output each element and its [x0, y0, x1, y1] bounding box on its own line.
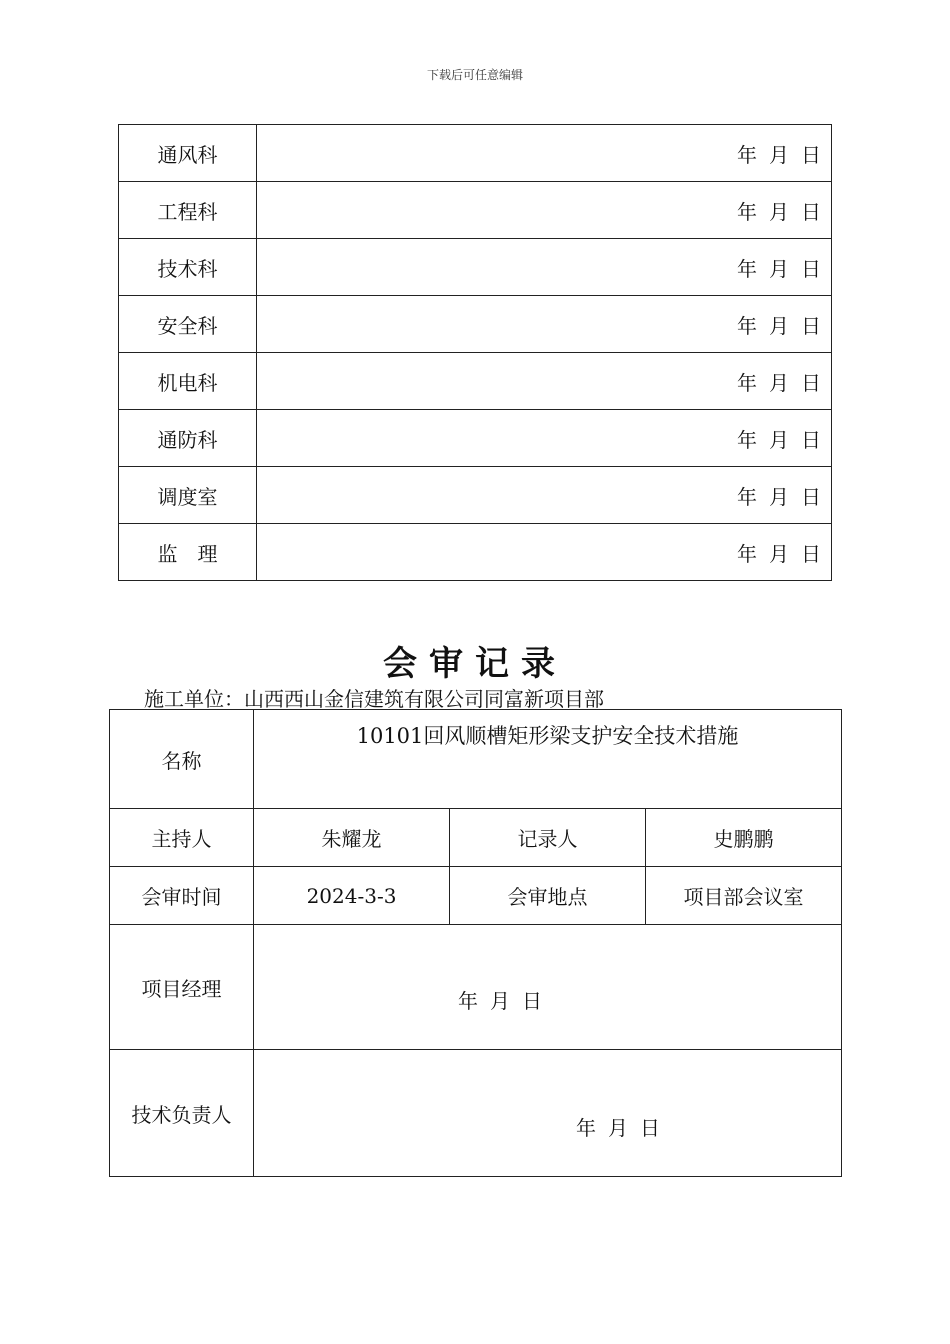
- year-mark: 年: [576, 1116, 596, 1140]
- department-name: 通风科: [119, 125, 257, 182]
- department-name: 通防科: [119, 410, 257, 467]
- name-row: [110, 710, 842, 809]
- sign-date-cell: [257, 410, 832, 467]
- month-mark: 月: [769, 370, 789, 395]
- year-mark: 年: [737, 142, 757, 167]
- day-mark: 日: [640, 1116, 660, 1140]
- month-mark: 月: [769, 541, 789, 566]
- construction-unit: 施工单位：山西西山金信建筑有限公司同富新项目部: [144, 687, 604, 711]
- name-label: 名称: [110, 710, 254, 809]
- recorder-label: 记录人: [450, 809, 646, 867]
- sign-date-cell: [257, 182, 832, 239]
- time-row: [110, 867, 842, 925]
- sign-date-cell: [257, 296, 832, 353]
- department-name: 技术科: [119, 239, 257, 296]
- header-note: 下载后可任意编辑: [426, 68, 523, 82]
- month-mark: 月: [769, 427, 789, 452]
- year-mark: 年: [737, 484, 757, 509]
- day-mark: 日: [801, 370, 821, 395]
- sign-date-cell: [257, 239, 832, 296]
- day-mark: 日: [801, 541, 821, 566]
- sign-row: [119, 296, 832, 353]
- sign-row: [119, 467, 832, 524]
- time-label: 会审时间: [110, 867, 254, 925]
- month-mark: 月: [769, 199, 789, 224]
- day-mark: 日: [801, 313, 821, 338]
- year-mark: 年: [737, 427, 757, 452]
- year-mark: 年: [458, 989, 478, 1013]
- day-mark: 日: [801, 142, 821, 167]
- month-mark: 月: [769, 313, 789, 338]
- sign-row: [119, 125, 832, 182]
- host-row: [110, 809, 842, 867]
- month-mark: 月: [608, 1116, 628, 1140]
- sign-row: [119, 524, 832, 581]
- pm-label: 项目经理: [110, 925, 254, 1050]
- host-label: 主持人: [110, 809, 254, 867]
- page-title: 会审记录: [383, 644, 567, 684]
- year-mark: 年: [737, 313, 757, 338]
- pm-date: [458, 985, 542, 1014]
- place-label: 会审地点: [450, 867, 646, 925]
- time-value: 2024-3-3: [254, 867, 450, 925]
- sign-row: [119, 182, 832, 239]
- month-mark: 月: [769, 484, 789, 509]
- name-value: 10101回风顺槽矩形梁支护安全技术措施: [254, 710, 842, 809]
- year-mark: 年: [737, 370, 757, 395]
- day-mark: 日: [522, 989, 542, 1013]
- day-mark: 日: [801, 484, 821, 509]
- recorder-value: 史鹏鹏: [646, 809, 842, 867]
- review-record-table: [109, 709, 842, 1177]
- year-mark: 年: [737, 256, 757, 281]
- tech-label: 技术负责人: [110, 1050, 254, 1177]
- tech-date: [576, 1112, 660, 1141]
- host-value: 朱耀龙: [254, 809, 450, 867]
- department-name: 监 理: [119, 524, 257, 581]
- month-mark: 月: [490, 989, 510, 1013]
- tech-signature-cell: [254, 1050, 842, 1177]
- tech-row: [110, 1050, 842, 1177]
- year-mark: 年: [737, 541, 757, 566]
- department-name: 安全科: [119, 296, 257, 353]
- sign-row: [119, 353, 832, 410]
- pm-signature-cell: [254, 925, 842, 1050]
- department-name: 工程科: [119, 182, 257, 239]
- sign-row: [119, 410, 832, 467]
- day-mark: 日: [801, 256, 821, 281]
- sign-date-cell: [257, 467, 832, 524]
- sign-date-cell: [257, 125, 832, 182]
- pm-row: [110, 925, 842, 1050]
- month-mark: 月: [769, 142, 789, 167]
- department-sign-table: [118, 124, 832, 581]
- day-mark: 日: [801, 199, 821, 224]
- department-name: 调度室: [119, 467, 257, 524]
- department-name: 机电科: [119, 353, 257, 410]
- month-mark: 月: [769, 256, 789, 281]
- sign-row: [119, 239, 832, 296]
- sign-date-cell: [257, 524, 832, 581]
- place-value: 项目部会议室: [646, 867, 842, 925]
- day-mark: 日: [801, 427, 821, 452]
- year-mark: 年: [737, 199, 757, 224]
- sign-date-cell: [257, 353, 832, 410]
